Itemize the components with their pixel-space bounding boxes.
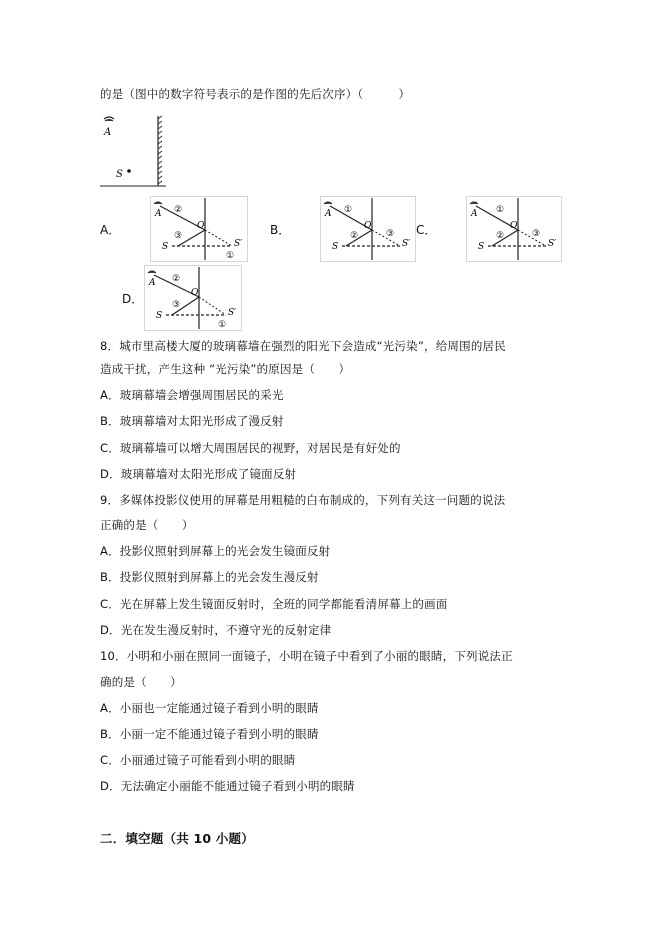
point-a-label: A (471, 209, 478, 219)
point-o-label: O (197, 221, 205, 231)
step-3-label: ③ (172, 300, 181, 310)
eye-icon (324, 202, 332, 204)
eye-icon (104, 117, 114, 121)
point-a-label: A (149, 278, 156, 288)
option-b-label: B． (270, 223, 291, 237)
step-3-label: ③ (532, 229, 541, 239)
point-s-prime-label: S′ (228, 308, 237, 318)
point-s-label: S (332, 242, 339, 252)
step-2-label: ② (350, 231, 359, 241)
q10-option-b: B．小丽一定不能通过镜子看到小明的眼睛 (100, 727, 319, 741)
point-a-label: A (155, 209, 162, 219)
step-2-label: ② (174, 205, 183, 215)
q8-stem-line1: 8．城市里高楼大厦的玻璃幕墙在强烈的阳光下会造成“光污染”，给周围的居民 (100, 339, 506, 353)
extension-line (199, 297, 226, 315)
point-a-label: A (325, 209, 332, 219)
step-1-label: ① (226, 251, 235, 261)
point-s-label: S (116, 169, 123, 180)
point-s-prime-label: S′ (402, 239, 411, 249)
q8-option-d: D．玻璃幕墙对太阳光形成了镜面反射 (100, 467, 297, 481)
q8-option-b: B．玻璃幕墙对太阳光形成了漫反射 (100, 414, 284, 428)
point-s-prime-label: S′ (548, 239, 557, 249)
point-o-label: O (364, 221, 372, 231)
eye-icon (148, 271, 156, 273)
option-a-label: A． (100, 223, 121, 237)
option-c-figure (466, 196, 562, 262)
step-1-label: ① (218, 320, 227, 330)
option-a-figure (150, 196, 248, 262)
extension-line (205, 230, 232, 246)
point-s (127, 169, 131, 173)
eye-icon (470, 202, 478, 204)
step-3-label: ③ (174, 231, 183, 241)
q10-option-c: C．小丽通过镜子可能看到小明的眼睛 (100, 753, 296, 767)
q9-option-d: D．光在发生漫反射时，不遵守光的反射定律 (100, 623, 332, 637)
q9-stem-line2: 正确的是（ ） (100, 518, 194, 532)
q10-option-d: D．无法确定小丽能不能通过镜子看到小明的眼睛 (100, 779, 355, 793)
q10-stem-line2: 确的是（ ） (100, 675, 182, 689)
section-heading: 二．填空题（共 10 小题） (100, 831, 254, 846)
point-s-prime-label: S′ (234, 239, 243, 249)
point-o-label: O (510, 221, 518, 231)
q8-stem-line2: 造成干扰，产生这种 “光污染”的原因是（ ） (100, 362, 351, 376)
option-c-label: C． (416, 223, 437, 237)
q7-stem: 的是（图中的数字符号表示的是作图的先后次序）（ ） (100, 87, 411, 101)
q10-option-a: A．小丽也一定能通过镜子看到小明的眼睛 (100, 701, 319, 715)
point-s-label: S (162, 242, 169, 252)
step-1-label: ① (344, 205, 353, 215)
step-1-label: ① (496, 205, 505, 215)
point-a-label: A (104, 127, 112, 138)
q8-option-c: C．玻璃幕墙可以增大周围居民的视野，对居民是有好处的 (100, 441, 401, 455)
q7-main-figure (100, 113, 170, 188)
step-2-label: ② (496, 231, 505, 241)
step-2-label: ② (172, 274, 181, 284)
q9-option-b: B．投影仪照射到屏幕上的光会发生漫反射 (100, 570, 319, 584)
point-o-label: O (191, 288, 199, 298)
q9-option-a: A．投影仪照射到屏幕上的光会发生镜面反射 (100, 544, 331, 558)
option-d-label: D． (122, 292, 144, 306)
step-3-label: ③ (386, 229, 395, 239)
mirror-hatching (158, 116, 162, 184)
q9-option-c: C．光在屏幕上发生镜面反射时，全班的同学都能看清屏幕上的画面 (100, 597, 448, 611)
eye-icon (154, 202, 162, 204)
option-d-figure (144, 265, 242, 331)
point-s-label: S (478, 242, 485, 252)
q8-option-a: A．玻璃幕墙会增强周围居民的采光 (100, 388, 284, 402)
q9-stem-line1: 9．多媒体投影仪使用的屏幕是用粗糙的白布制成的，下列有关这一问题的说法 (100, 493, 506, 507)
point-s-label: S (156, 311, 163, 321)
option-b-figure (320, 196, 416, 262)
q10-stem-line1: 10．小明和小丽在照同一面镜子，小明在镜子中看到了小丽的眼睛，下列说法正 (100, 649, 513, 663)
